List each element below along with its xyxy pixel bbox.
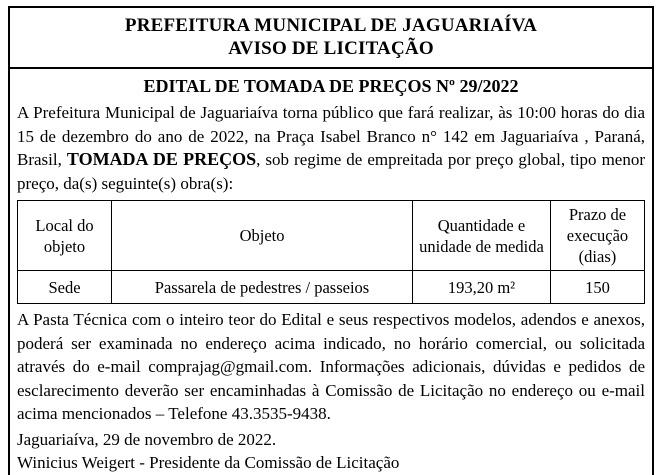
procurement-type: TOMADA DE PREÇOS [66,149,257,169]
header-municipality: PREFEITURA MUNICIPAL DE JAGUARIAÍVA [124,15,538,36]
intro-part-one: A Prefeitura Municipal de Jaguariaíva torna público que fará realizar, às 10:00 horas do dia 15 de dezembro do ano de 2022, na Praça Isabel Branco n° 142 em Jaguariaíva , Paraná, Brasil, [17,103,645,169]
column-header-prazo: Prazo de execução (dias) [550,201,644,271]
object-table [17,200,645,304]
edital-title-prefix: EDITAL DE TOMADA DE PREÇOS Nº [143,76,460,96]
intro-paragraph [17,101,645,195]
edital-title [17,75,645,97]
cell-local: Sede [18,271,112,304]
notice-box [8,6,654,475]
edital-number: 29/2022 [459,76,519,96]
intro-part-two: , sob regime de empreitada por preço global, tipo menor preço, da(s) seguinte(s) obra(s): [17,150,646,193]
table-header-row [18,201,645,271]
details-paragraph: A Pasta Técnica com o inteiro teor do Edital e seus respectivos modelos, adendos e anexos, poderá ser examinada no endereço acima indicado, no horário comercial, ou solicitada através do e-mail comprajag@gmail.com. Informações adicionais, dúvidas e pedidos de esclarecimento deverão ser encaminhadas à Comissão de Licitação no endereço ou e-mail acima mencionados – Telefone 43.3535-9438. [17,310,645,423]
header-subtitle: AVISO DE LICITAÇÃO [228,38,434,59]
column-header-quantidade: Quantidade e unidade de medida [413,201,551,271]
signature-line: Winicius Weigert - Presidente da Comissão de Licitação [17,453,400,472]
place-and-date: Jaguariaíva, 29 de novembro de 2022. [17,429,277,449]
notice-header [10,8,652,69]
notice-body [10,69,652,475]
table-row [18,271,645,304]
cell-quantidade: 193,20 m² [413,271,551,304]
cell-objeto: Passarela de pedestres / passeios [112,271,413,304]
cell-prazo: 150 [550,271,644,304]
column-header-local: Local do objeto [18,201,112,271]
column-header-objeto: Objeto [112,201,413,271]
